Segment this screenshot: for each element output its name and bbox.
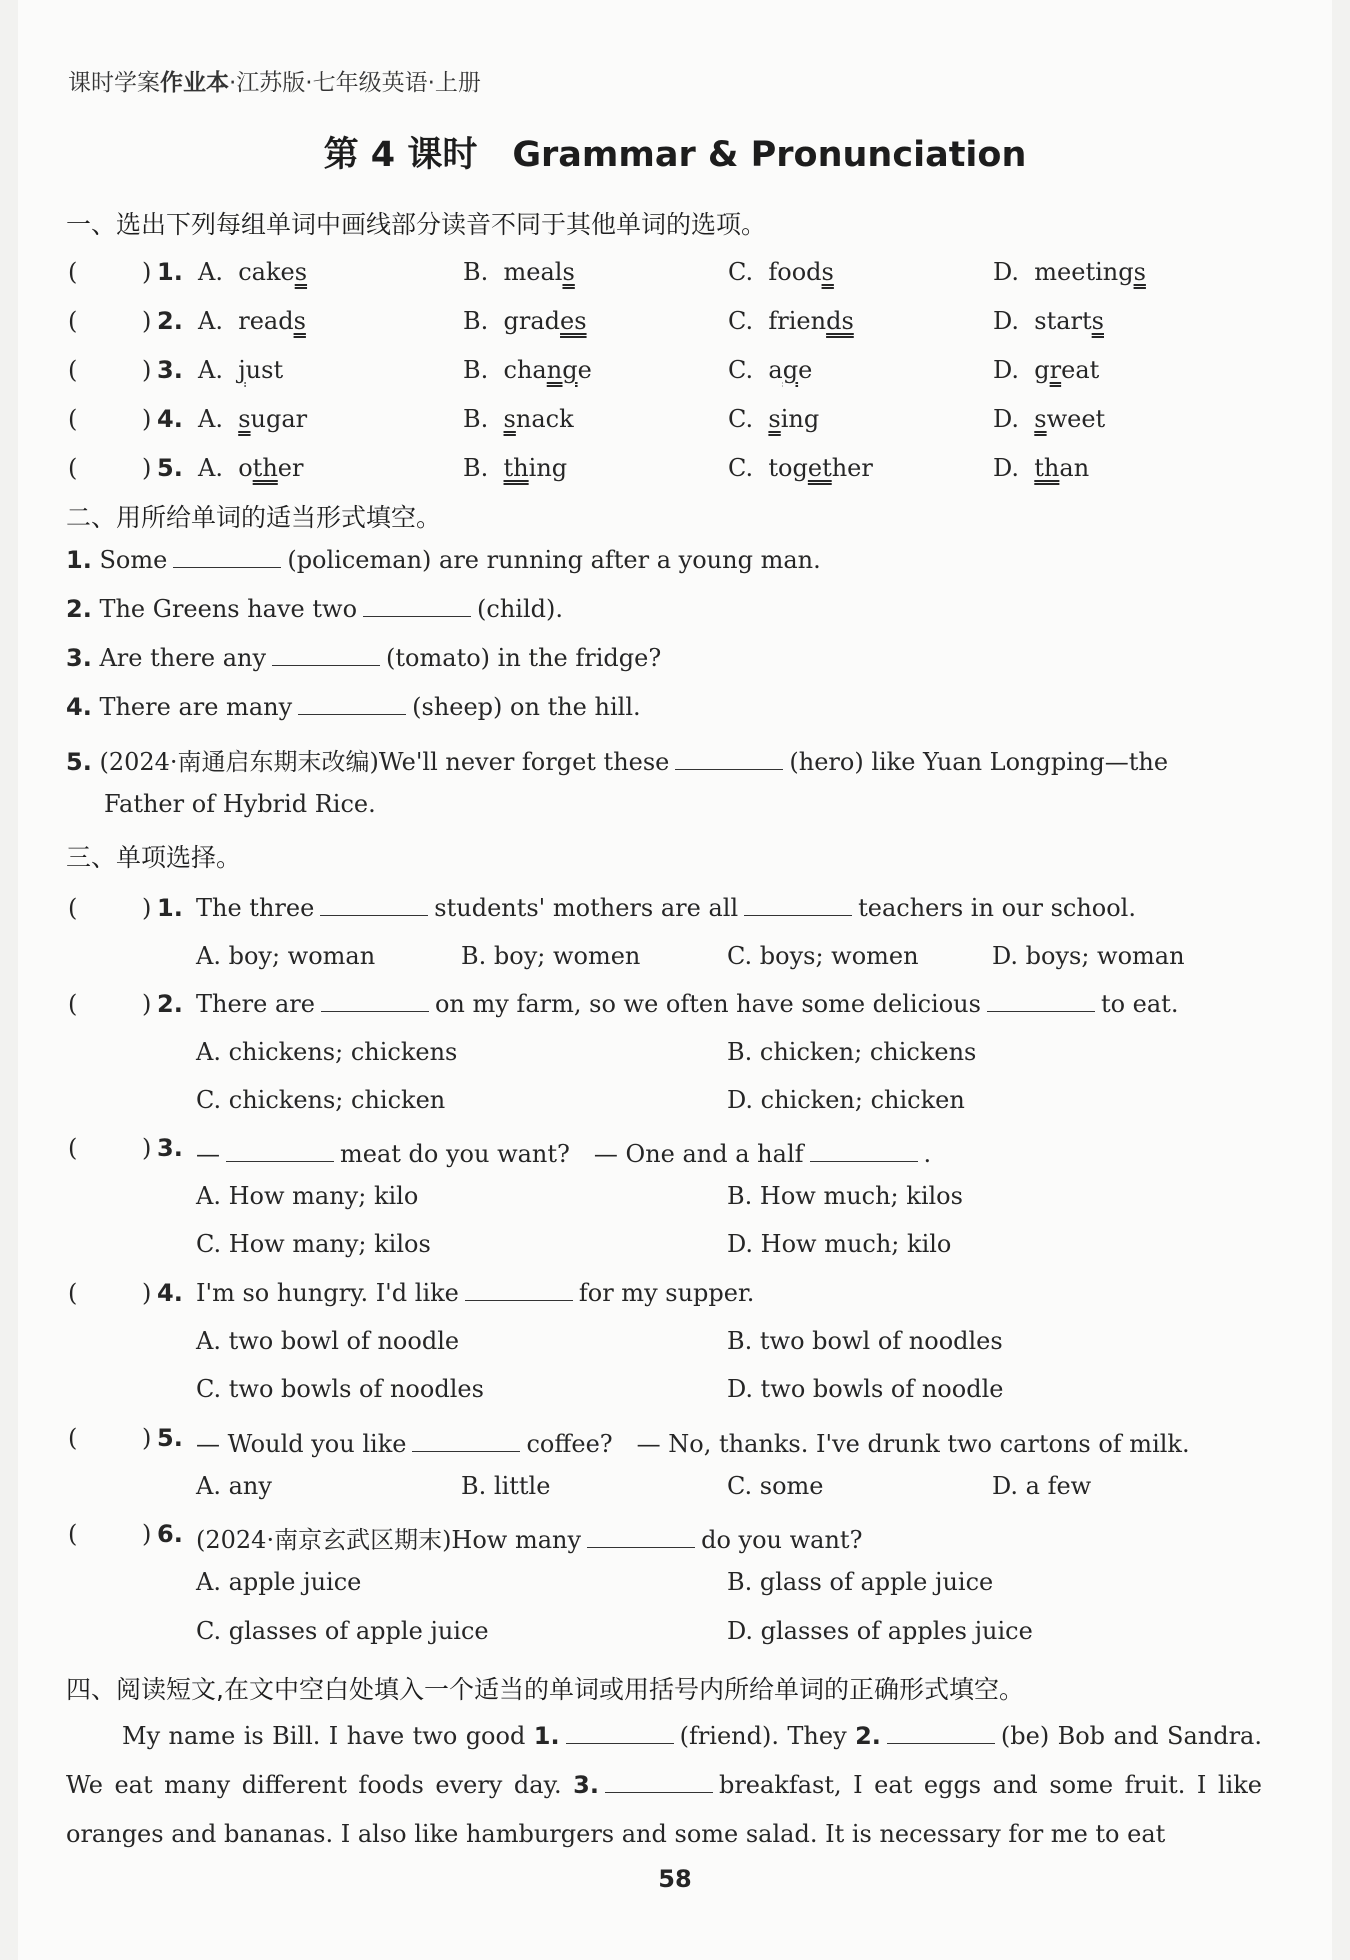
answer-blank[interactable] <box>987 991 1095 1012</box>
choice: D. two bowls of noodle <box>727 1375 1004 1403</box>
answer-blank[interactable] <box>465 1280 573 1301</box>
answer-paren-close: ) <box>142 356 152 384</box>
answer-paren-open[interactable]: ( <box>68 307 78 335</box>
option-a: A. other <box>198 454 304 482</box>
question-number: 4. <box>157 405 183 433</box>
choice: B. little <box>461 1472 551 1500</box>
answer-blank[interactable] <box>566 1723 674 1744</box>
choice: D. chicken; chicken <box>727 1086 965 1114</box>
answer-blank[interactable] <box>412 1431 520 1452</box>
answer-paren-close: ) <box>142 258 152 286</box>
question-number: 3. <box>157 356 183 384</box>
fill-item-4: 4. There are many (sheep) on the hill. <box>66 693 641 721</box>
question-number: 4. <box>157 1279 183 1307</box>
option-b: B. change <box>463 356 592 384</box>
worksheet-page <box>18 0 1332 1960</box>
answer-paren-close: ) <box>142 894 152 922</box>
choice: D. a few <box>992 1472 1092 1500</box>
answer-blank[interactable] <box>363 596 471 617</box>
choice: C. some <box>727 1472 824 1500</box>
section-4-title: 四、阅读短文,在文中空白处填入一个适当的单词或用括号内所给单词的正确形式填空。 <box>66 1675 1024 1704</box>
answer-blank[interactable] <box>320 895 428 916</box>
choice: D. boys; woman <box>992 942 1185 970</box>
option-c: C. age <box>728 356 813 384</box>
fill-item-2: 2. The Greens have two (child). <box>66 595 563 623</box>
answer-paren-close: ) <box>142 454 152 482</box>
option-b: B. thing <box>463 454 568 482</box>
answer-blank[interactable] <box>321 991 429 1012</box>
choice: A. chickens; chickens <box>196 1038 458 1066</box>
question-stem: — Would you like coffee? — No, thanks. I've drunk two cartons of milk. <box>196 1430 1190 1458</box>
answer-blank[interactable] <box>605 1772 713 1793</box>
choice: C. chickens; chicken <box>196 1086 446 1114</box>
option-a: A. just <box>198 356 284 384</box>
header-brand: 课时学案 <box>68 70 160 96</box>
choice: B. two bowl of noodles <box>727 1327 1003 1355</box>
choice: A. any <box>196 1472 272 1500</box>
fill-item-5: 5. (2024·南通启东期末改编)We'll never forget these (hero) like Yuan Longping—the <box>66 748 1169 776</box>
choice: B. glass of apple juice <box>727 1568 994 1596</box>
choice: B. boy; women <box>461 942 641 970</box>
option-c: C. together <box>728 454 873 482</box>
option-b: B. grades <box>463 307 587 335</box>
question-number: 3. <box>157 1134 183 1162</box>
question-stem: The three students' mothers are all teachers in our school. <box>196 894 1136 922</box>
answer-paren-open[interactable]: ( <box>68 454 78 482</box>
choice: C. two bowls of noodles <box>196 1375 484 1403</box>
choice: C. boys; women <box>727 942 919 970</box>
answer-paren-close: ) <box>142 1279 152 1307</box>
choice: C. glasses of apple juice <box>196 1617 489 1645</box>
answer-paren-open[interactable]: ( <box>68 1424 78 1452</box>
option-c: C. foods <box>728 258 834 286</box>
answer-paren-open[interactable]: ( <box>68 1279 78 1307</box>
option-d: D. meetings <box>993 258 1146 286</box>
option-a: A. cakes <box>198 258 308 286</box>
page-title: 第 4 课时 Grammar & Pronunciation <box>323 135 1027 175</box>
answer-blank[interactable] <box>173 547 281 568</box>
fill-item-1: 1. Some (policeman) are running after a young man. <box>66 546 821 574</box>
answer-paren-close: ) <box>142 1424 152 1452</box>
answer-paren-close: ) <box>142 1520 152 1548</box>
answer-blank[interactable] <box>298 694 406 715</box>
option-c: C. sing <box>728 405 820 433</box>
answer-blank[interactable] <box>226 1141 334 1162</box>
answer-paren-close: ) <box>142 990 152 1018</box>
question-number: 5. <box>157 454 183 482</box>
reading-passage: My name is Bill. I have two good 1. (friend). They 2. (be) Bob and Sandra. We eat many different foods every day. 3. breakfast, I eat eggs and some fruit. I like oranges and bananas. I also like hamburgers and some salad. It is necessary for me to eat <box>66 1722 1263 1848</box>
answer-paren-open[interactable]: ( <box>68 405 78 433</box>
section-1-title: 一、选出下列每组单词中画线部分读音不同于其他单词的选项。 <box>66 210 767 239</box>
question-number: 5. <box>157 1424 183 1452</box>
answer-paren-open[interactable]: ( <box>68 990 78 1018</box>
answer-paren-open[interactable]: ( <box>68 258 78 286</box>
section-3-title: 三、单项选择。 <box>66 843 242 872</box>
question-number: 1. <box>157 258 183 286</box>
question-number: 1. <box>157 894 183 922</box>
fill-item-3: 3. Are there any (tomato) in the fridge? <box>66 644 662 672</box>
answer-paren-open[interactable]: ( <box>68 1520 78 1548</box>
option-d: D. than <box>993 454 1090 482</box>
question-stem: I'm so hungry. I'd like for my supper. <box>196 1279 755 1307</box>
answer-blank[interactable] <box>744 895 852 916</box>
choice: A. How many; kilo <box>196 1182 419 1210</box>
choice: C. How many; kilos <box>196 1230 431 1258</box>
header-rest: ·江苏版·七年级英语·上册 <box>229 70 481 96</box>
answer-blank[interactable] <box>587 1527 695 1548</box>
answer-blank[interactable] <box>272 645 380 666</box>
answer-paren-open[interactable]: ( <box>68 356 78 384</box>
question-number: 6. <box>157 1520 183 1548</box>
answer-paren-close: ) <box>142 405 152 433</box>
choice: A. apple juice <box>196 1568 362 1596</box>
choice: A. two bowl of noodle <box>196 1327 460 1355</box>
answer-paren-close: ) <box>142 307 152 335</box>
option-c: C. friends <box>728 307 854 335</box>
choice: A. boy; woman <box>196 942 376 970</box>
option-d: D. great <box>993 356 1100 384</box>
answer-paren-close: ) <box>142 1134 152 1162</box>
fill-item-5-continued: Father of Hybrid Rice. <box>104 790 376 818</box>
answer-blank[interactable] <box>810 1141 918 1162</box>
header-bold: 作业本 <box>160 70 229 96</box>
choice: D. glasses of apples juice <box>727 1617 1033 1645</box>
option-a: A. sugar <box>198 405 308 433</box>
choice: D. How much; kilo <box>727 1230 952 1258</box>
question-number: 2. <box>157 307 183 335</box>
section-2-title: 二、用所给单词的适当形式填空。 <box>66 503 442 532</box>
answer-blank[interactable] <box>675 749 783 770</box>
option-d: D. starts <box>993 307 1104 335</box>
option-a: A. reads <box>198 307 306 335</box>
question-stem: There are on my farm, so we often have some delicious to eat. <box>196 990 1179 1018</box>
question-stem: (2024·南京玄武区期末)How many do you want? <box>196 1526 863 1554</box>
answer-blank[interactable] <box>887 1723 995 1744</box>
option-b: B. meals <box>463 258 575 286</box>
option-d: D. sweet <box>993 405 1106 433</box>
answer-paren-open[interactable]: ( <box>68 1134 78 1162</box>
question-stem: — meat do you want? — One and a half . <box>196 1140 932 1168</box>
page-number: 58 <box>658 1865 692 1893</box>
choice: B. How much; kilos <box>727 1182 963 1210</box>
choice: B. chicken; chickens <box>727 1038 977 1066</box>
answer-paren-open[interactable]: ( <box>68 894 78 922</box>
option-b: B. snack <box>463 405 574 433</box>
question-number: 2. <box>157 990 183 1018</box>
page-header <box>68 64 481 97</box>
